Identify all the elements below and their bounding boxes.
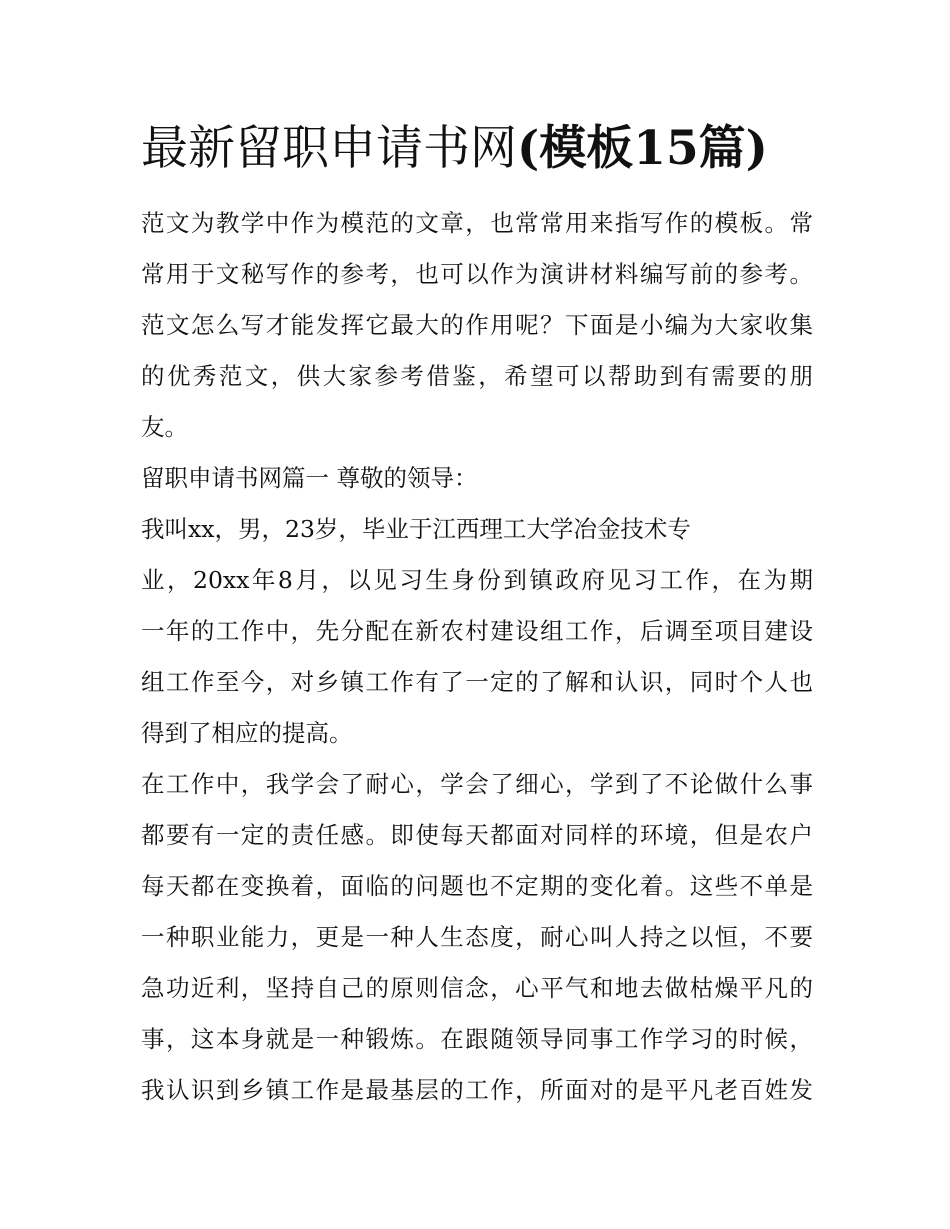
text-line: 一年的工作中，先分配在新农村建设组工作，后调至项目建设 — [141, 617, 813, 645]
document-title-main: 最新留职申请书网 — [141, 121, 517, 176]
body-paragraph — [141, 504, 813, 759]
document-content — [141, 118, 813, 1116]
section-heading: 留职申请书网篇一 尊敬的领导： — [141, 464, 478, 492]
text-line: 范文怎么写才能发挥它最大的作用呢？下面是小编为大家收集 — [141, 311, 813, 339]
document-title — [141, 118, 813, 180]
text-line: 急功近利，坚持自己的原则信念，心平气和地去做枯燥平凡的 — [141, 974, 813, 1002]
text-line: 友。 — [141, 413, 188, 441]
text-line: 的优秀范文，供大家参考借鉴，希望可以帮助到有需要的朋 — [141, 362, 813, 390]
text-line: 业，20xx年8月，以见习生身份到镇政府见习工作，在为期 — [141, 566, 813, 594]
section-heading-paragraph — [141, 453, 813, 504]
text-line: 常用于文秘写作的参考，也可以作为演讲材料编写前的参考。 — [141, 260, 813, 288]
body-paragraph — [141, 759, 813, 1116]
text-line: 事，这本身就是一种锻炼。在跟随领导同事工作学习的时候， — [141, 1025, 813, 1053]
text-line: 一种职业能力，更是一种人生态度，耐心叫人持之以恒，不要 — [141, 923, 813, 951]
text-line: 我认识到乡镇工作是最基层的工作，所面对的是平凡老百姓发 — [141, 1076, 813, 1104]
document-title-suffix: (模板15篇) — [517, 121, 768, 176]
document-body — [141, 198, 813, 1116]
text-line: 每天都在变换着，面临的问题也不定期的变化着。这些不单是 — [141, 872, 813, 900]
text-line: 在工作中，我学会了耐心，学会了细心，学到了不论做什么事 — [141, 770, 813, 798]
text-line: 都要有一定的责任感。即使每天都面对同样的环境，但是农户 — [141, 821, 813, 849]
text-line: 范文为教学中作为模范的文章，也常常用来指写作的模板。常 — [141, 209, 813, 237]
text-line: 得到了相应的提高。 — [141, 719, 353, 747]
intro-paragraph — [141, 198, 813, 453]
text-line: 我叫xx，男，23岁，毕业于江西理工大学冶金技术专 — [141, 515, 691, 543]
text-line: 组工作至今，对乡镇工作有了一定的了解和认识，同时个人也 — [141, 668, 813, 696]
